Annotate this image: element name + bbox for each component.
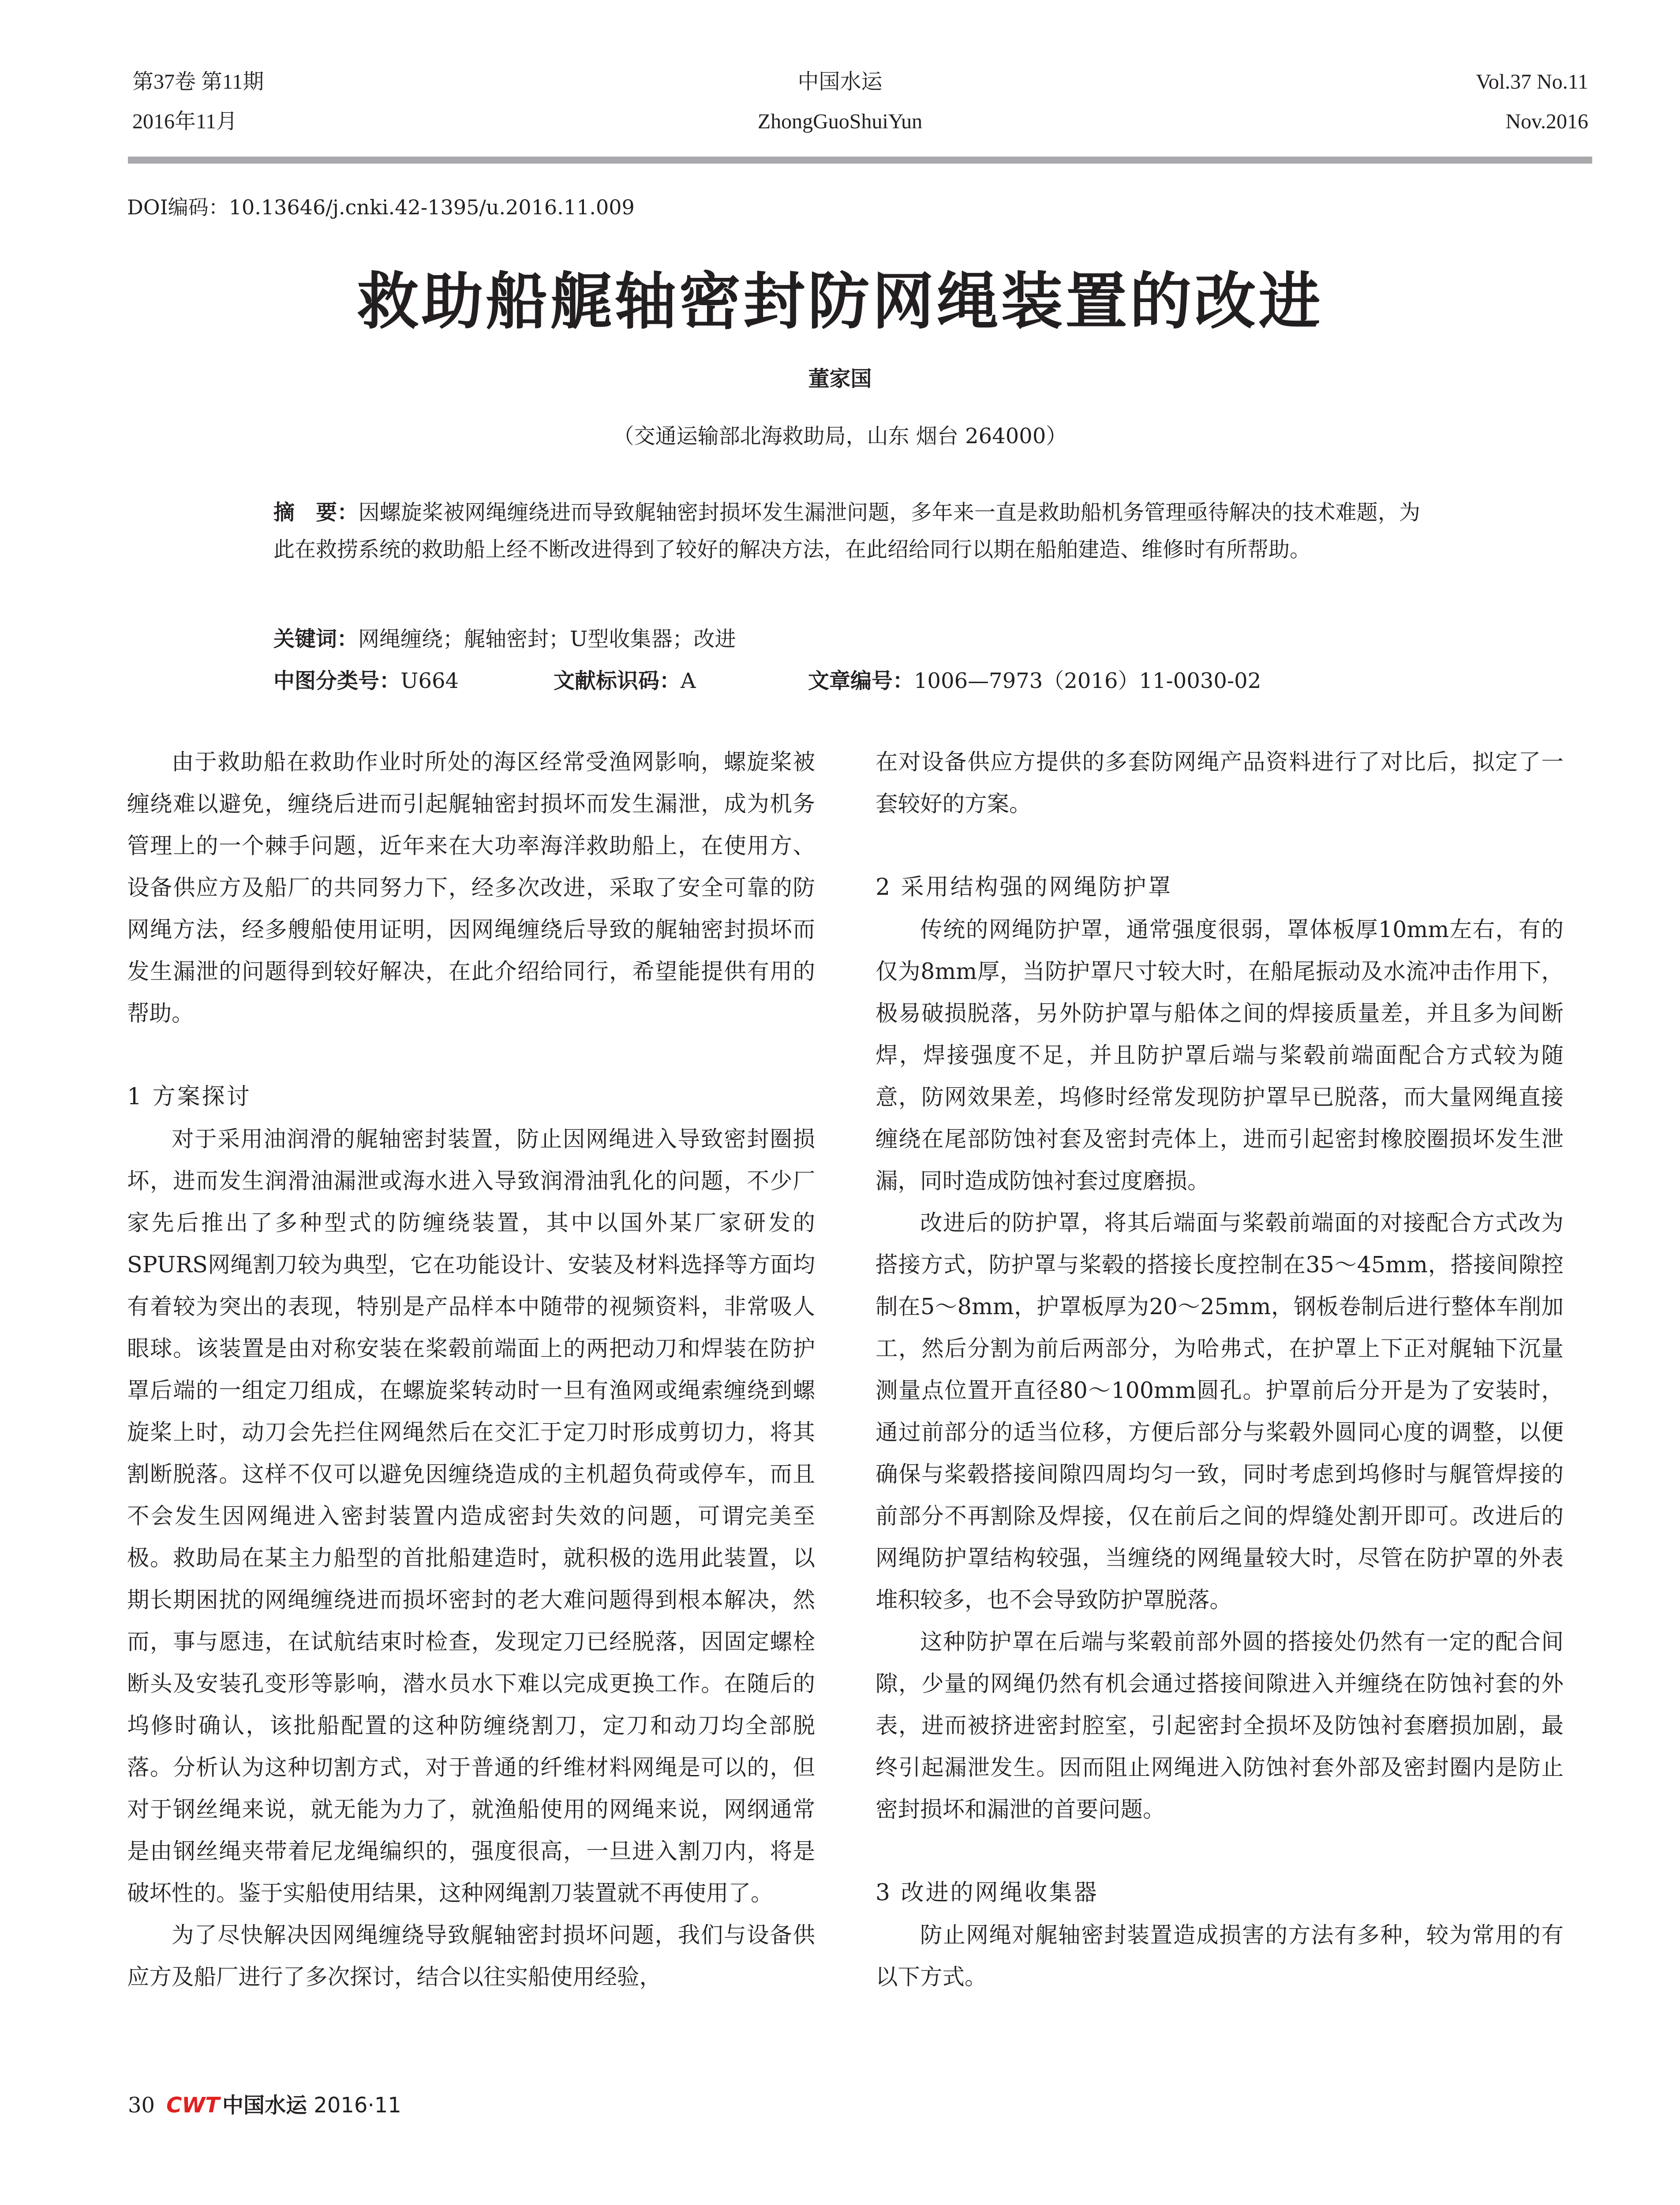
body-left-column <box>127 741 815 1998</box>
abstract-label: 摘 要： <box>273 500 359 525</box>
doc-value: A <box>681 669 696 693</box>
header-journal-cn: 中国水运 <box>797 70 883 93</box>
footer-date: 2016·11 <box>314 2093 401 2118</box>
cwt-logo: CWT <box>166 2093 220 2118</box>
doc-label: 文献标识码： <box>554 669 681 693</box>
intro-paragraph: 由于救助船在救助作业时所处的海区经常受渔网影响，螺旋桨被缠绕难以避免，缠绕后进而引起艉轴密封损坏而发生漏泄，成为机务管理上的一个棘手问题，近年来在大功率海洋救助船上，在使用方、设备供应方及船厂的共同努力下，经多次改进，采取了安全可靠的防网绳方法，经多艘船使用证明，因网绳缠绕后导致的艉轴密封损坏而发生漏泄的问题得到较好解决，在此介绍给同行，希望能提供有用的帮助。 <box>127 749 815 1026</box>
author: 董家国 <box>808 366 872 391</box>
section-2-paragraph-1: 传统的网绳防护罩，通常强度很弱，罩体板厚10mm左右，有的仅为8mm厚，当防护罩尺寸较大时，在船尾振动及水流冲击作用下，极易破损脱落，另外防护罩与船体之间的焊接质量差，并且多为间断焊，焊接强度不足，并且防护罩后端与桨毂前端面配合方式较为随意，防网效果差，坞修时经常发现防护罩早已脱落，而大量网绳直接缠绕在尾部防蚀衬套及密封壳体上，进而引起密封橡胶圈损坏发生泄漏，同时造成防蚀衬套过度磨损。 <box>876 916 1564 1194</box>
footer-magazine: 中国水运 <box>222 2093 307 2118</box>
abstract-text: 因螺旋桨被网绳缠绕进而导致艉轴密封损坏发生漏泄问题，多年来一直是救助船机务管理亟待解决的技术难题，为此在救捞系统的救助船上经不断改进得到了较好的解决方法，在此绍给同行以期在船舶建造、维修时有所帮助。 <box>273 500 1420 562</box>
abstract <box>273 494 1420 568</box>
section-2-heading: 2 采用结构强的网绳防护罩 <box>876 874 1173 901</box>
section-1-paragraph-1: 对于采用油润滑的艉轴密封装置，防止因网绳进入导致密封圈损坏，进而发生润滑油漏泄或海水进入导致润滑油乳化的问题，不少厂家先后推出了多种型式的防缠绕装置，其中以国外某厂家研发的SPURS网绳割刀较为典型，它在功能设计、安装及材料选择等方面均有着较为突出的表现，特别是产品样本中随带的视频资料，非常吸人眼球。该装置是由对称安装在桨毂前端面上的两把动刀和焊装在防护罩后端的一组定刀组成，在螺旋桨转动时一旦有渔网或绳索缠绕到螺旋桨上时，动刀会先拦住网绳然后在交汇于定刀时形成剪切力，将其割断脱落。这样不仅可以避免因缠绕造成的主机超负荷或停车，而且不会发生因网绳进入密封装置内造成密封失效的问题，可谓完美至极。救助局在某主力船型的首批船建造时，就积极的选用此装置，以期长期困扰的网绳缠绕进而损坏密封的老大难问题得到根本解决，然而，事与愿违，在试航结束时检查，发现定刀已经脱落，因固定螺栓断头及安装孔变形等影响，潜水员水下难以完成更换工作。在随后的坞修时确认，该批船配置的这种防缠绕割刀，定刀和动刀均全部脱落。分析认为这种切割方式，对于普通的纤维材料网绳是可以的，但对于钢丝绳来说，就无能为力了，就渔船使用的网绳来说，网纲通常是由钢丝绳夹带着尼龙绳编织的，强度很高，一旦进入割刀内，将是破坏性的。鉴于实船使用结果，这种网绳割刀装置就不再使用了。 <box>127 1126 815 1906</box>
clc-value: U664 <box>400 669 459 693</box>
header-volume-cn: 第37卷 第11期 <box>132 70 264 93</box>
section-3-paragraph-1: 防止网绳对艉轴密封装置造成损害的方法有多种，较为常用的有以下方式。 <box>876 1922 1564 1990</box>
keywords-label: 关键词： <box>273 627 359 651</box>
section-3-heading: 3 改进的网绳收集器 <box>876 1880 1099 1906</box>
section-1-paragraph-2: 为了尽快解决因网绳缠绕导致艉轴密封损坏问题，我们与设备供应方及船厂进行了多次探讨，结合以往实船使用经验， <box>127 1922 815 1990</box>
keywords-text: 网绳缠绕；艉轴密封；U型收集器；改进 <box>358 627 736 651</box>
document-code <box>554 664 696 694</box>
page-number: 30 <box>128 2093 155 2118</box>
page-footer <box>128 2088 401 2119</box>
header-rule <box>128 157 1592 164</box>
section-2-paragraph-3: 这种防护罩在后端与桨毂前部外圆的搭接处仍然有一定的配合间隙，少量的网绳仍然有机会通过搭接间隙进入并缠绕在防蚀衬套的外表，进而被挤进密封腔室，引起密封全损坏及防蚀衬套磨损加剧，最终引起漏泄发生。因而阻止网绳进入防蚀衬套外部及密封圈内是防止密封损坏和漏泄的首要问题。 <box>876 1629 1564 1822</box>
affiliation: （交通运输部北海救助局，山东 烟台 264000） <box>613 424 1067 448</box>
article-label: 文章编号： <box>808 669 914 693</box>
paper-title: 救助船艉轴密封防网绳装置的改进 <box>357 265 1323 338</box>
doi: DOI编码：10.13646/j.cnki.42-1395/u.2016.11.009 <box>127 195 635 219</box>
body-right-column <box>876 741 1564 1998</box>
clc-number <box>273 664 459 694</box>
section-1-heading: 1 方案探讨 <box>127 1084 251 1110</box>
header-volume-en: Vol.37 No.11 <box>1476 70 1588 93</box>
header-date-en: Nov.2016 <box>1505 110 1588 133</box>
clc-label: 中图分类号： <box>273 669 401 693</box>
header-journal-en: ZhongGuoShuiYun <box>757 110 923 133</box>
header-date-cn: 2016年11月 <box>132 110 238 133</box>
section-1-paragraph-2-continued: 在对设备供应方提供的多套防网绳产品资料进行了对比后，拟定了一套较好的方案。 <box>876 749 1564 817</box>
article-value: 1006—7973（2016）11-0030-02 <box>914 669 1261 693</box>
section-2-paragraph-2: 改进后的防护罩，将其后端面与桨毂前端面的对接配合方式改为搭接方式，防护罩与桨毂的搭接长度控制在35～45mm，搭接间隙控制在5～8mm，护罩板厚为20～25mm，钢板卷制后进行整体车削加工，然后分割为前后两部分，为哈弗式，在护罩上下正对艉轴下沉量测量点位置开直径80～100mm圆孔。护罩前后分开是为了安装时，通过前部分的适当位移，方便后部分与桨毂外圆同心度的调整，以便确保与桨毂搭接间隙四周均匀一致，同时考虑到坞修时与艉管焊接的前部分不再割除及焊接，仅在前后之间的焊缝处割开即可。改进后的网绳防护罩结构较强，当缠绕的网绳量较大时，尽管在防护罩的外表堆积较多，也不会导致防护罩脱落。 <box>876 1210 1564 1613</box>
keywords <box>273 622 736 652</box>
article-number <box>808 664 1261 694</box>
